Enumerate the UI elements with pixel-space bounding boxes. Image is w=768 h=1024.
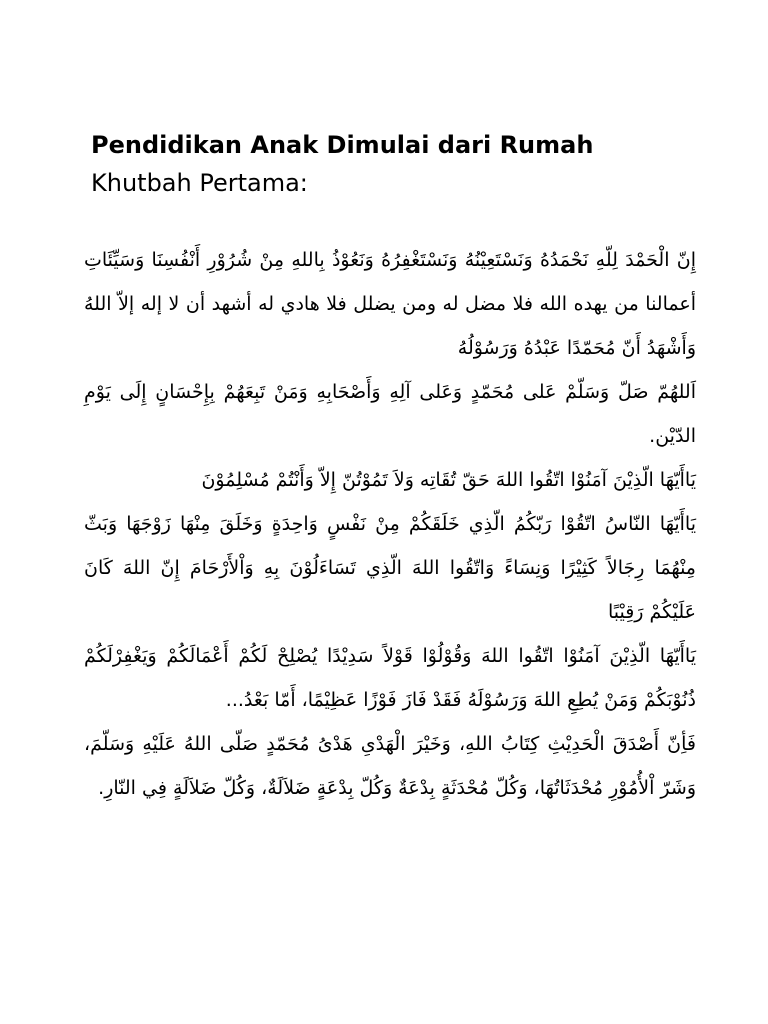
paragraph-hadith: فَأِنّ أَصْدَقَ الْحَدِيْثِ كِتَابُ اللهِ، وَخَيْرَ الْهَدْىِ هَدْىُ مُحَمّدٍ صَلّى اللهُ عَلَيْهِ وَسَلّمَ، وَشَرّ اْلأُمُوْرِ مُحْدَثَاتُهَا، وَكُلّ مُحْدَثَةٍ بِدْعَةٌ وَكُلّ بِدْعَةٍ ضَلاَلَةٌ، وَكُلّ ضَلاَلَةٍ فِي النّارِ. [84, 733, 696, 799]
document-title: Pendidikan Anak Dimulai dari Rumah [91, 131, 594, 159]
paragraph-verse-al-ahzab: يَاأَيّهَا الّذِيْنَ آمَنُوْا اتّقُوا اللهَ وَقُوْلُوْا قَوْلاً سَدِيْدًا يُصْلِحْ لَكُمْ أَعْمَالَكُمْ وَيَغْفِرْلَكُمْ ذُنُوْبَكُمْ وَمَنْ يُطِعِ اللهَ وَرَسُوْلَهُ فَقَدْ فَازَ فَوْزًا عَظِيْمًا، أَمّا بَعْدُ... [84, 645, 696, 711]
document-subtitle: Khutbah Pertama: [91, 169, 308, 197]
paragraph-opening-praise: إِنّ الْحَمْدَ لِلّهِ نَحْمَدُهُ وَنَسْتَعِيْنُهُ وَنَسْتَغْفِرُهُ وَنَعُوْذُ بِاللهِ مِنْ شُرُوْرِ أَنْفُسِنَا وَسَيِّئَاتِ أعمالنا من يهده الله فلا مضل له ومن يضلل فلا هادي له أشهد أن لا إله إلاّ اللهُ وَأَشْهَدُ أَنّ مُحَمّدًا عَبْدُهُ وَرَسُوْلُهُ [84, 249, 696, 359]
khutbah-body [84, 238, 696, 810]
paragraph-verse-ali-imran: يَاأَيّهَا الّذِيْنَ آمَنُوْا اتّقُوا اللهَ حَقّ تُقَاتِه وَلاَ تَمُوْتُنّ إِلاّ وَأَنْتُمْ مُسْلِمُوْنَ [201, 469, 696, 491]
paragraph-salawat: اَللهُمّ صَلّ وَسَلّمْ عَلى مُحَمّدٍ وَعَلى آلِهِ وَأَصْحَابِهِ وَمَنْ تَبِعَهُمْ بِإِحْسَانٍ إِلَى يَوْمِ الدّيْن. [84, 381, 696, 447]
paragraph-verse-an-nisa: يَاأَيّهَا النّاسُ اتّقُوْا رَبّكُمُ الّذِي خَلَقَكُمْ مِنْ نَفْسٍ وَاحِدَةٍ وَخَلَقَ مِنْهَا زَوْجَهَا وَبَثّ مِنْهُمَا رِجَالاً كَثِيْرًا وَنِسَاءً وَاتّقُوا اللهَ الّذِي تَسَاءَلُوْنَ بِهِ وَاْلأَرْحَامَ إِنّ اللهَ كَانَ عَلَيْكُمْ رَقِيْبًا [84, 513, 696, 623]
